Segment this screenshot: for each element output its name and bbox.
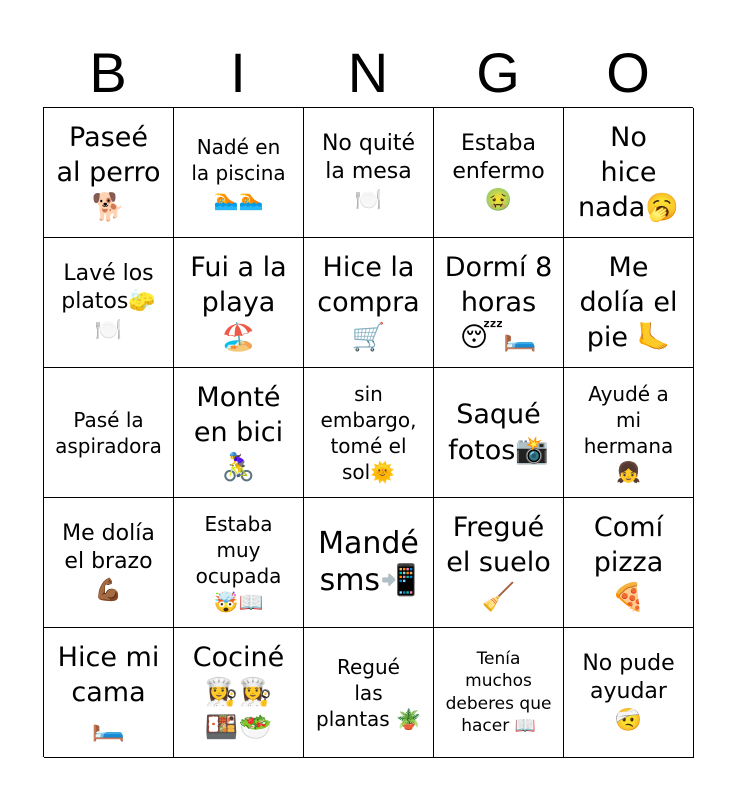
bingo-cell-r3-c2[interactable] — [174, 368, 304, 498]
bingo-cell-text: Mandé sms📲 — [318, 525, 419, 598]
bingo-cell-text: Monté en bici 🚴‍♀️ — [193, 381, 284, 484]
bingo-cell-text: sin embargo, tomé el sol🌞 — [320, 381, 417, 484]
bingo-cell-text: No pude ayudar 🤕 — [582, 650, 675, 733]
header-letter-n: N — [347, 41, 389, 104]
bingo-cell-text: No hice nada🥱 — [578, 121, 679, 224]
bingo-cell-r2-c1[interactable] — [44, 238, 174, 368]
bingo-cell-text: Comí pizza 🍕 — [593, 511, 664, 614]
bingo-cell-text: Regué las plantas 🪴 — [316, 654, 421, 731]
bingo-cell-r2-c4[interactable] — [434, 238, 564, 368]
bingo-cell-r4-c2[interactable] — [174, 498, 304, 628]
bingo-cell-r2-c3[interactable] — [304, 238, 434, 368]
header-letter-g: G — [476, 41, 520, 104]
bingo-cell-text: Saqué fotos📸 — [448, 399, 549, 466]
bingo-cell-r3-c5[interactable] — [564, 368, 694, 498]
bingo-cell-r2-c5[interactable] — [564, 238, 694, 368]
bingo-cell-r1-c4[interactable] — [434, 108, 564, 238]
bingo-cell-r1-c5[interactable] — [564, 108, 694, 238]
bingo-header — [43, 40, 693, 106]
bingo-cell-r5-c4[interactable] — [434, 628, 564, 758]
header-letter-o: O — [606, 41, 650, 104]
bingo-cell-r1-c1[interactable] — [44, 108, 174, 238]
bingo-cell-r4-c3[interactable] — [304, 498, 434, 628]
bingo-cell-r3-c3[interactable] — [304, 368, 434, 498]
bingo-cell-r5-c5[interactable] — [564, 628, 694, 758]
bingo-cell-r3-c4[interactable] — [434, 368, 564, 498]
bingo-board — [43, 107, 693, 757]
bingo-cell-r2-c2[interactable] — [174, 238, 304, 368]
bingo-cell-r4-c4[interactable] — [434, 498, 564, 628]
bingo-cell-text: Lavé los platos🧽 🍽️ — [61, 260, 156, 343]
bingo-cell-text: Hice mi cama 🛏️ — [57, 641, 160, 744]
bingo-cell-text: Estaba enfermo 🤢 — [452, 130, 545, 213]
bingo-cell-text: Me dolía el brazo 💪🏾 — [62, 520, 155, 603]
bingo-cell-text: Tenía muchos deberes que hacer 📖 — [445, 649, 552, 736]
bingo-cell-text: Ayudé a mi hermana 👧 — [583, 381, 674, 484]
header-letter-b: B — [89, 41, 127, 104]
bingo-cell-text: Fui a la playa 🏖️ — [190, 251, 287, 354]
bingo-cell-r5-c2[interactable] — [174, 628, 304, 758]
bingo-cell-text: Hice la compra 🛒 — [317, 251, 420, 354]
bingo-cell-text: Fregué el suelo 🧹 — [446, 511, 551, 614]
bingo-cell-text: Paseé al perro 🐕 — [56, 121, 161, 224]
bingo-cell-r1-c3[interactable] — [304, 108, 434, 238]
bingo-cell-text: Estaba muy ocupada 🤯📖 — [195, 511, 282, 614]
bingo-cell-r3-c1[interactable] — [44, 368, 174, 498]
bingo-cell-r5-c3[interactable] — [304, 628, 434, 758]
bingo-cell-text: Dormí 8 horas 😴🛏️ — [444, 251, 553, 354]
bingo-cell-r5-c1[interactable] — [44, 628, 174, 758]
bingo-cell-r4-c5[interactable] — [564, 498, 694, 628]
bingo-cell-text: Cociné 👩‍🍳👩‍🍳 🍱🥗 — [192, 641, 285, 744]
bingo-cell-text: Nadé en la piscina 🏊🏊 — [191, 134, 286, 211]
header-letter-i: I — [230, 41, 246, 104]
bingo-cell-r4-c1[interactable] — [44, 498, 174, 628]
bingo-cell-r1-c2[interactable] — [174, 108, 304, 238]
bingo-cell-text: Pasé la aspiradora — [55, 407, 162, 458]
bingo-cell-text: No quité la mesa 🍽️ — [321, 130, 416, 213]
bingo-cell-text: Me dolía el pie 🦶 — [579, 251, 678, 354]
